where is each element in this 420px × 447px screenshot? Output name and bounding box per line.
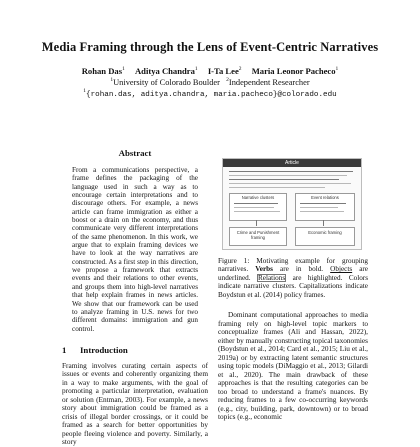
caption-text: are underlined. (218, 265, 368, 282)
figure-article-header: Article (223, 159, 361, 167)
affiliation-2: Independent Researcher (228, 78, 310, 87)
caption-relations: Relations (258, 273, 286, 282)
caption-prefix: Figure 1: Motivating example for grouping narratives. (218, 257, 368, 274)
affiliation-sup: 2 (226, 77, 229, 84)
author-name: I-Ta Lee (207, 66, 239, 76)
figure-text-line (234, 207, 274, 208)
abstract-text: From a communications perspective, a frame defines the packaging of the language used in such a way as to encourage certain interpretations and to discourage others. For example, a news article can frame immigration as either a boost or a drain on the economy, and thus communicate very different interpretations of the same phenomenon. In this work, we argue that to explain framing devices we have to look at the way narratives are constructed. As a first step in this direction, we propose a framework that extracts events and their relations to other events, and groups them into high-level narratives that help explain frames in news articles. We show that our framework can be used to analyze framing in U.S. news for two different domains: immigration and gun control. (72, 166, 198, 333)
figure-1 (222, 158, 362, 250)
figure-bottom-right-label: Economic framing (308, 230, 342, 235)
caption-text: are highlighted. Colors indicate narrative clusters. Capitalizations indicate Boydstun et al. (2014) policy frames. (218, 273, 368, 299)
figure-bottom-left-box (229, 227, 287, 246)
affiliation-sup: 1 (110, 77, 114, 84)
section-number: 1 (62, 344, 67, 355)
author-sup: 1 (194, 66, 198, 73)
author (208, 66, 242, 76)
figure-text-line (300, 211, 344, 212)
email-sup: 1 (83, 88, 87, 95)
caption-text: are in bold. (272, 265, 331, 274)
introduction-text: Framing involves curating certain aspects of issues or events and coherently organizing them in a way to make arguments, with the goal of promoting a particular interpretation, evaluation or solution (Entman, 2003). For example, a news story about immigration could be framed as a crisis of illegal border crossings, or it could be framed as a search for better opportunities by people fleeing violence and poverty. Similarly, a story (62, 360, 208, 447)
figure-bottom-left-label: Crime and Punishment framing (236, 230, 280, 240)
figure-text-line (229, 183, 351, 184)
figure-arrow (323, 220, 324, 226)
figure-text-line (229, 187, 325, 188)
affiliations (0, 77, 420, 88)
author (135, 66, 198, 76)
right-body-text: Dominant computational approaches to media framing rely on high-level topic markers to conceptualize frames (Ali and Hassan, 2022), either by manually constructing topical taxonomies (Boydstun et al., 2014; Card et al., 2015; Liu et al., 2019a) or by extracting latent semantic structures using topic models (DiMaggio et al., 2013; Gilardi et al., 2020). The main drawback of these approaches is that the resulting categories can be too broad to understand a frame's nuances. By reducing frames to a few co-occurring keywords (e.g., city, building, park, downtown) or to broad topics (e.g., economic (218, 310, 368, 422)
caption-objects: Objects (330, 265, 353, 274)
abstract-heading: Abstract (118, 148, 152, 158)
affiliation-1: University of Colorado Boulder (113, 78, 220, 87)
section-title: Introduction (80, 344, 128, 355)
author-names (0, 66, 420, 77)
author (82, 66, 125, 76)
author-sup: 2 (238, 66, 242, 73)
figure-text-line (234, 211, 280, 212)
author-block (0, 66, 420, 101)
figure-text-line (300, 207, 338, 208)
figure-text-line (234, 203, 278, 204)
author-name: Aditya Chandra (134, 66, 195, 76)
author-name: Rohan Das (81, 66, 123, 76)
figure-text-line (229, 175, 347, 176)
figure-right-label: Event relations (311, 195, 339, 200)
left-column (62, 148, 208, 447)
figure-right-panel (295, 193, 355, 221)
author-sup: 1 (335, 66, 339, 73)
right-column (218, 158, 368, 422)
figure-left-panel (229, 193, 287, 221)
figure-bottom-right-box (295, 227, 355, 246)
paper-title: Media Framing through the Lens of Event-Centric Narratives (41, 40, 379, 54)
author-name: Maria Leonor Pacheco (251, 66, 336, 76)
email-line (0, 88, 420, 101)
figure-caption (218, 257, 368, 299)
figure-text-line (229, 171, 353, 172)
figure-text-line (300, 203, 346, 204)
figure-text-line (229, 179, 339, 180)
author-emails: {rohan.das, aditya.chandra, maria.pacheco}@colorado.edu (86, 91, 337, 99)
caption-verbs: Verbs (255, 265, 273, 274)
author-sup: 1 (122, 66, 125, 73)
figure-left-label: Narrative clusters (241, 195, 275, 200)
figure-arrow (256, 220, 257, 226)
section-heading (62, 345, 208, 355)
author (252, 66, 339, 76)
